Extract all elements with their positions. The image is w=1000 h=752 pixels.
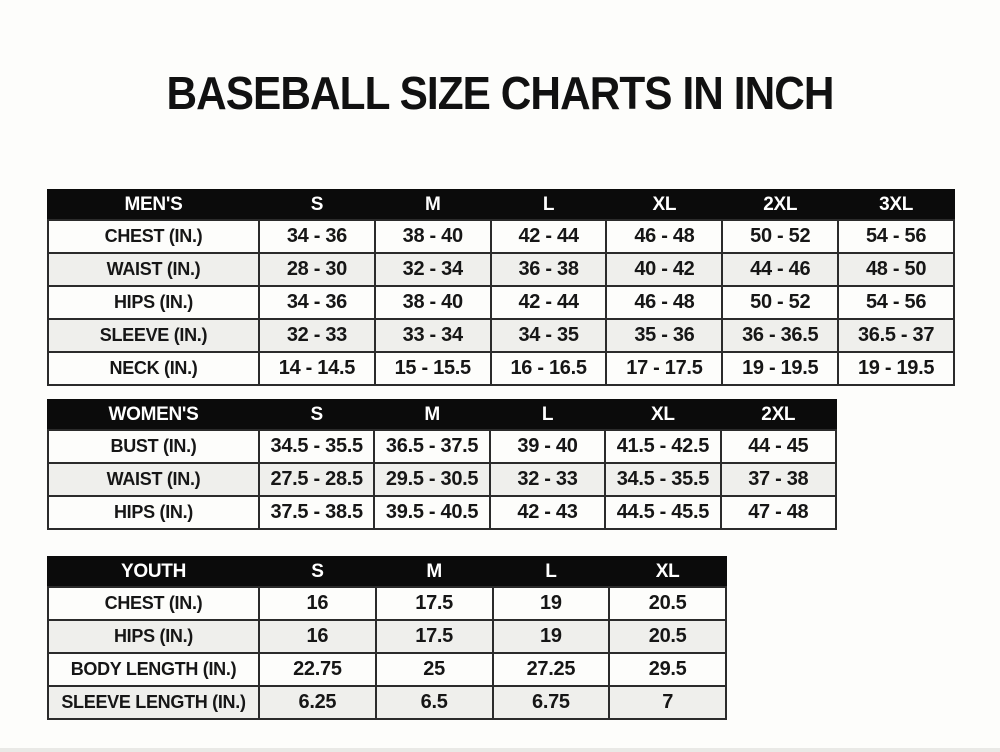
youth-header-row xyxy=(48,557,726,587)
youth-value-cell: 20.5 xyxy=(609,620,726,653)
youth-row-label: SLEEVE LENGTH (IN.) xyxy=(48,686,259,719)
womens-value-cell: 39 - 40 xyxy=(490,430,605,463)
womens-value-cell: 44 - 45 xyxy=(721,430,836,463)
mens-value-cell: 32 - 34 xyxy=(375,253,491,286)
womens-value-cell: 29.5 - 30.5 xyxy=(374,463,489,496)
mens-table-row xyxy=(48,319,954,352)
womens-table-row xyxy=(48,430,836,463)
mens-value-cell: 48 - 50 xyxy=(838,253,954,286)
mens-size-table xyxy=(47,189,955,386)
mens-size-col-header: M xyxy=(375,190,491,220)
mens-value-cell: 50 - 52 xyxy=(722,220,838,253)
youth-value-cell: 16 xyxy=(259,587,376,620)
mens-value-cell: 35 - 36 xyxy=(606,319,722,352)
womens-value-cell: 34.5 - 35.5 xyxy=(605,463,720,496)
youth-row-label: CHEST (IN.) xyxy=(48,587,259,620)
bottom-divider xyxy=(0,748,1000,752)
mens-value-cell: 38 - 40 xyxy=(375,286,491,319)
youth-value-cell: 6.5 xyxy=(376,686,493,719)
mens-value-cell: 28 - 30 xyxy=(259,253,375,286)
youth-value-cell: 17.5 xyxy=(376,587,493,620)
mens-value-cell: 54 - 56 xyxy=(838,286,954,319)
youth-value-cell: 22.75 xyxy=(259,653,376,686)
mens-value-cell: 54 - 56 xyxy=(838,220,954,253)
womens-size-col-header: L xyxy=(490,400,605,430)
youth-value-cell: 25 xyxy=(376,653,493,686)
mens-value-cell: 42 - 44 xyxy=(491,286,607,319)
mens-size-col-header: XL xyxy=(606,190,722,220)
womens-value-cell: 34.5 - 35.5 xyxy=(259,430,374,463)
mens-size-col-header: L xyxy=(491,190,607,220)
youth-size-col-header: S xyxy=(259,557,376,587)
youth-size-col-header: XL xyxy=(609,557,726,587)
youth-value-cell: 20.5 xyxy=(609,587,726,620)
womens-row-label: BUST (IN.) xyxy=(48,430,259,463)
youth-row-label: HIPS (IN.) xyxy=(48,620,259,653)
youth-value-cell: 29.5 xyxy=(609,653,726,686)
youth-value-cell: 6.25 xyxy=(259,686,376,719)
womens-table-row xyxy=(48,463,836,496)
womens-size-col-header: S xyxy=(259,400,374,430)
mens-value-cell: 38 - 40 xyxy=(375,220,491,253)
mens-value-cell: 46 - 48 xyxy=(606,286,722,319)
mens-value-cell: 36 - 36.5 xyxy=(722,319,838,352)
mens-value-cell: 42 - 44 xyxy=(491,220,607,253)
womens-value-cell: 36.5 - 37.5 xyxy=(374,430,489,463)
womens-value-cell: 42 - 43 xyxy=(490,496,605,529)
mens-value-cell: 19 - 19.5 xyxy=(722,352,838,385)
mens-row-label: NECK (IN.) xyxy=(48,352,259,385)
womens-value-cell: 41.5 - 42.5 xyxy=(605,430,720,463)
mens-row-label: WAIST (IN.) xyxy=(48,253,259,286)
mens-value-cell: 32 - 33 xyxy=(259,319,375,352)
mens-value-cell: 34 - 36 xyxy=(259,220,375,253)
youth-table-row xyxy=(48,686,726,719)
youth-value-cell: 17.5 xyxy=(376,620,493,653)
mens-size-col-header: S xyxy=(259,190,375,220)
mens-value-cell: 16 - 16.5 xyxy=(491,352,607,385)
womens-size-col-header: XL xyxy=(605,400,720,430)
mens-value-cell: 50 - 52 xyxy=(722,286,838,319)
womens-value-cell: 37.5 - 38.5 xyxy=(259,496,374,529)
womens-value-cell: 44.5 - 45.5 xyxy=(605,496,720,529)
mens-row-label: SLEEVE (IN.) xyxy=(48,319,259,352)
womens-value-cell: 39.5 - 40.5 xyxy=(374,496,489,529)
mens-size-col-header: 2XL xyxy=(722,190,838,220)
youth-value-cell: 6.75 xyxy=(493,686,610,719)
youth-table-row xyxy=(48,620,726,653)
youth-table-row xyxy=(48,653,726,686)
youth-table-row xyxy=(48,587,726,620)
mens-header-row xyxy=(48,190,954,220)
page-title: BASEBALL SIZE CHARTS IN INCH xyxy=(166,67,834,119)
mens-size-col-header: 3XL xyxy=(838,190,954,220)
mens-row-label: HIPS (IN.) xyxy=(48,286,259,319)
youth-value-cell: 19 xyxy=(493,587,610,620)
mens-table-row xyxy=(48,352,954,385)
youth-size-col-header: M xyxy=(376,557,493,587)
womens-header-row xyxy=(48,400,836,430)
mens-table-row xyxy=(48,220,954,253)
youth-value-cell: 27.25 xyxy=(493,653,610,686)
mens-table-row xyxy=(48,253,954,286)
mens-value-cell: 15 - 15.5 xyxy=(375,352,491,385)
youth-size-table xyxy=(47,556,727,720)
womens-value-cell: 47 - 48 xyxy=(721,496,836,529)
mens-value-cell: 46 - 48 xyxy=(606,220,722,253)
youth-value-cell: 7 xyxy=(609,686,726,719)
mens-value-cell: 36 - 38 xyxy=(491,253,607,286)
mens-value-cell: 17 - 17.5 xyxy=(606,352,722,385)
womens-row-label: HIPS (IN.) xyxy=(48,496,259,529)
womens-value-cell: 37 - 38 xyxy=(721,463,836,496)
mens-value-cell: 19 - 19.5 xyxy=(838,352,954,385)
womens-value-cell: 27.5 - 28.5 xyxy=(259,463,374,496)
youth-value-cell: 16 xyxy=(259,620,376,653)
womens-group-label: WOMEN'S xyxy=(48,400,259,430)
mens-value-cell: 34 - 36 xyxy=(259,286,375,319)
mens-table-row xyxy=(48,286,954,319)
womens-row-label: WAIST (IN.) xyxy=(48,463,259,496)
mens-value-cell: 33 - 34 xyxy=(375,319,491,352)
mens-group-label: MEN'S xyxy=(48,190,259,220)
mens-value-cell: 14 - 14.5 xyxy=(259,352,375,385)
womens-value-cell: 32 - 33 xyxy=(490,463,605,496)
mens-value-cell: 44 - 46 xyxy=(722,253,838,286)
womens-size-col-header: M xyxy=(374,400,489,430)
womens-size-col-header: 2XL xyxy=(721,400,836,430)
youth-row-label: BODY LENGTH (IN.) xyxy=(48,653,259,686)
youth-value-cell: 19 xyxy=(493,620,610,653)
mens-value-cell: 36.5 - 37 xyxy=(838,319,954,352)
mens-value-cell: 34 - 35 xyxy=(491,319,607,352)
womens-size-table xyxy=(47,399,837,530)
mens-value-cell: 40 - 42 xyxy=(606,253,722,286)
youth-group-label: YOUTH xyxy=(48,557,259,587)
mens-row-label: CHEST (IN.) xyxy=(48,220,259,253)
youth-size-col-header: L xyxy=(493,557,610,587)
womens-table-row xyxy=(48,496,836,529)
